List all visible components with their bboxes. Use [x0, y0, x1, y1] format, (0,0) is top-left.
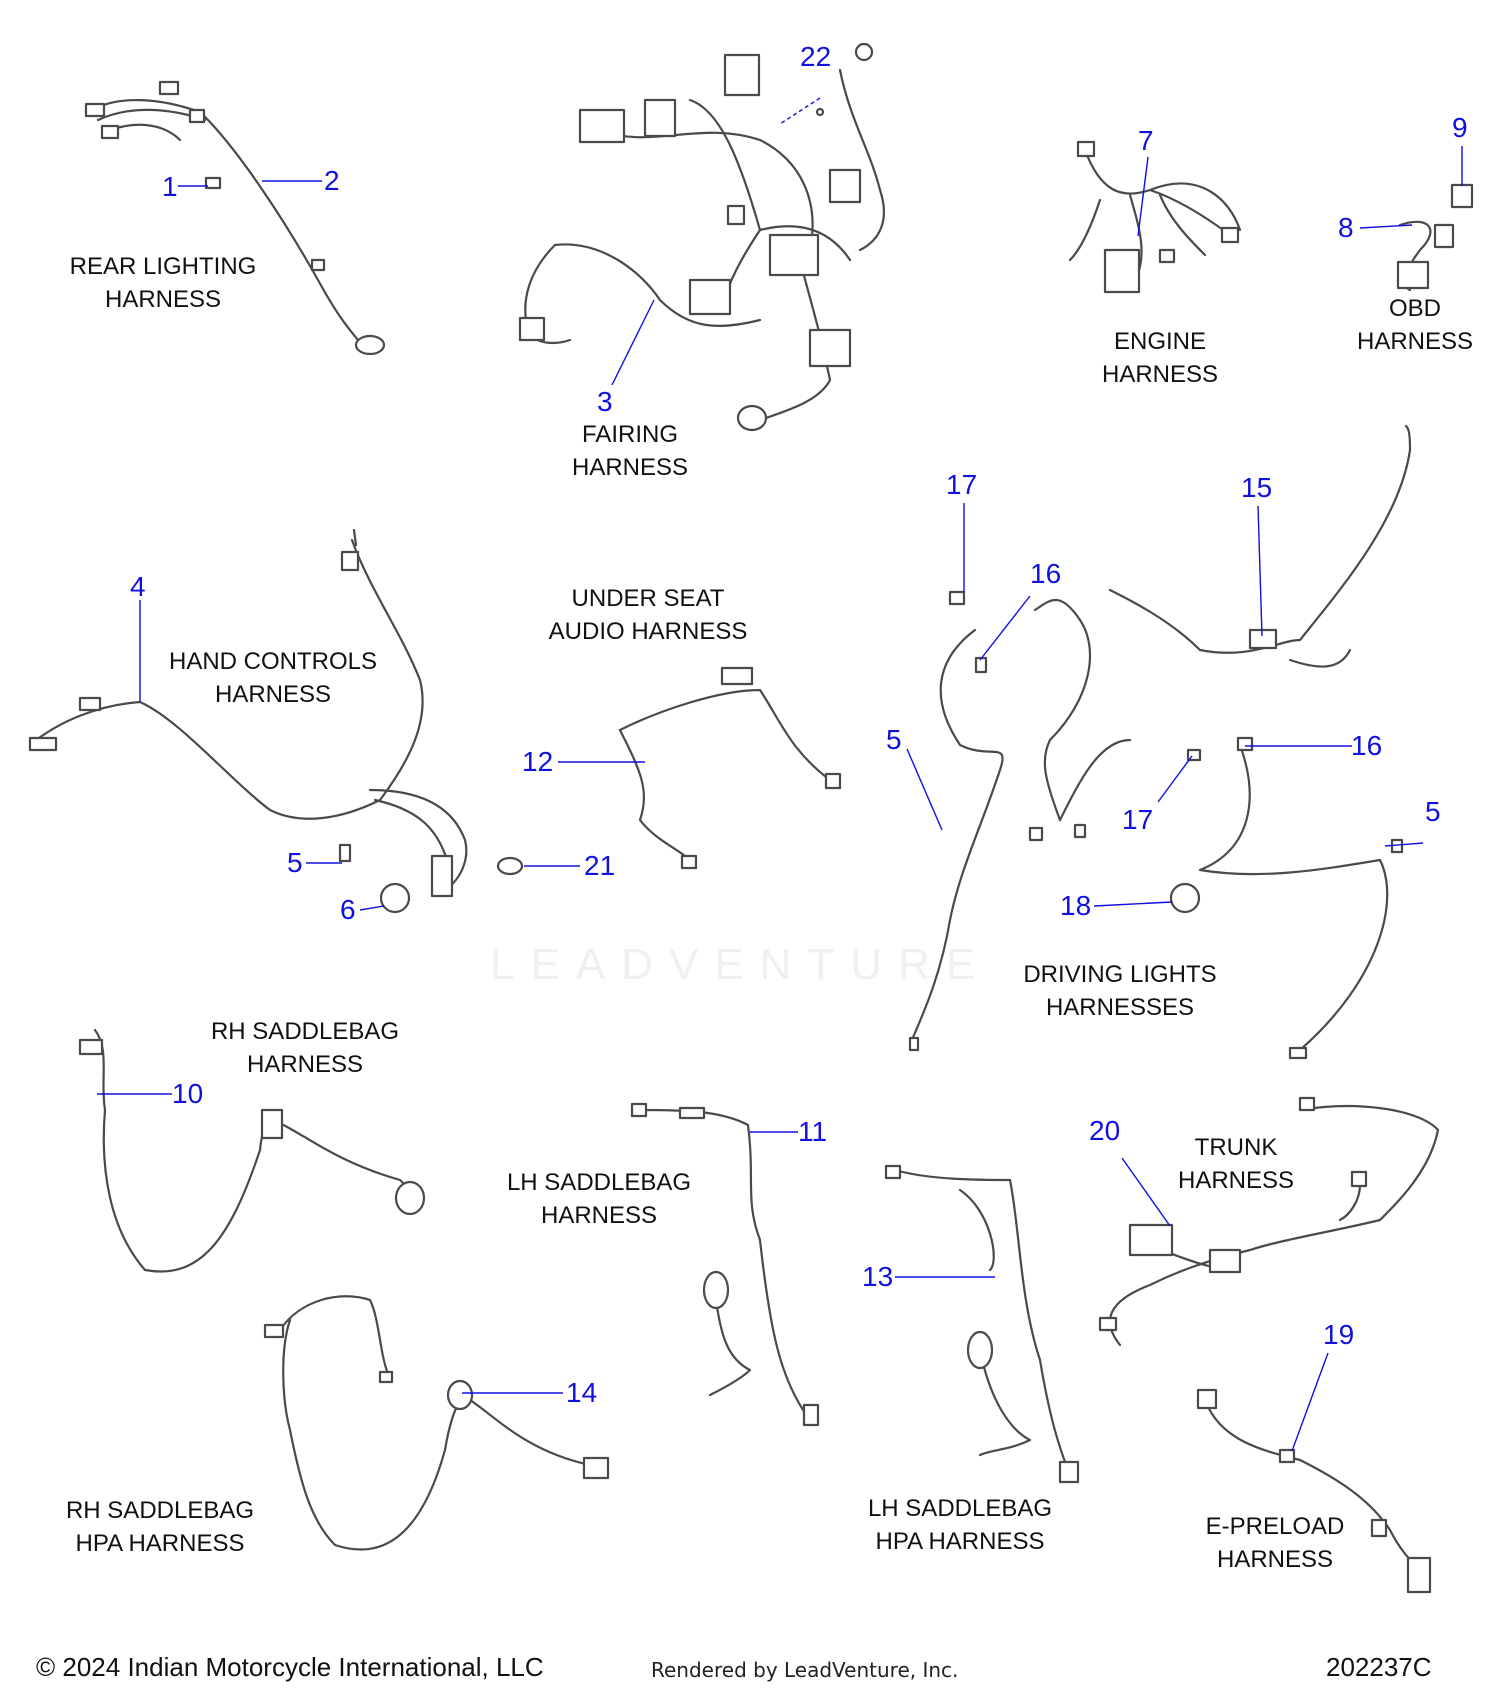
group-label-line: OBD — [1388, 295, 1441, 322]
copyright-text: © 2024 Indian Motorcycle International, LLC — [36, 1652, 544, 1682]
rh-saddlebag-hpa-harness-art — [265, 1296, 608, 1549]
hand-controls-harness-art — [30, 530, 522, 912]
group-label-engine — [1090, 325, 1230, 391]
callout-7[interactable]: 7 — [1138, 125, 1154, 156]
group-label-rear-lighting — [58, 250, 268, 316]
callout-22[interactable]: 22 — [800, 41, 832, 72]
group-label-line: FAIRING — [581, 421, 678, 448]
group-label-line: HPA HARNESS — [75, 1530, 245, 1557]
group-label-line: HARNESS — [571, 454, 689, 481]
group-label-line: HARNESS — [1177, 1167, 1295, 1194]
group-label-line: HARNESS — [1216, 1546, 1334, 1573]
group-label-line: HARNESS — [1356, 328, 1474, 355]
callout-9[interactable]: 9 — [1452, 112, 1468, 143]
group-label-under-seat-audio — [538, 582, 758, 648]
group-label-obd — [1345, 292, 1485, 358]
group-label-line: REAR LIGHTING — [69, 253, 257, 280]
fairing-harness-art — [520, 41, 884, 430]
callout-13[interactable]: 13 — [862, 1261, 894, 1292]
group-label-lh-saddlebag-hpa — [855, 1492, 1065, 1558]
callout-17-upper[interactable]: 17 — [946, 469, 978, 500]
group-label-line: TRUNK — [1194, 1134, 1278, 1161]
lh-saddlebag-harness-art — [632, 1104, 818, 1425]
callout-3[interactable]: 3 — [597, 386, 613, 417]
group-label-line: RH SADDLEBAG — [65, 1497, 255, 1524]
group-label-line: DRIVING LIGHTS — [1023, 961, 1217, 988]
callout-5-driving-right[interactable]: 5 — [1425, 796, 1441, 827]
callout-12[interactable]: 12 — [522, 746, 554, 777]
group-label-line: AUDIO HARNESS — [548, 618, 748, 645]
group-label-lh-saddlebag — [494, 1166, 704, 1232]
group-label-line: HAND CONTROLS — [168, 648, 378, 675]
callout-10[interactable]: 10 — [172, 1078, 204, 1109]
group-label-hand-controls — [158, 645, 388, 711]
watermark: LEADVENTURE — [490, 940, 992, 989]
group-label-line: HARNESS — [1101, 361, 1219, 388]
group-label-e-preload — [1190, 1510, 1360, 1576]
callout-2[interactable]: 2 — [324, 165, 340, 196]
callout-14[interactable]: 14 — [566, 1377, 598, 1408]
group-label-line: UNDER SEAT — [571, 585, 725, 612]
callout-16-lower[interactable]: 16 — [1351, 730, 1383, 761]
callout-15[interactable]: 15 — [1241, 472, 1273, 503]
group-label-rh-saddlebag-hpa — [55, 1494, 265, 1560]
callout-11[interactable]: 11 — [798, 1116, 828, 1147]
under-seat-audio-harness-art — [620, 668, 840, 868]
group-label-line: HARNESS — [214, 681, 332, 708]
group-label-line: ENGINE — [1113, 328, 1206, 355]
callout-19[interactable]: 19 — [1323, 1319, 1355, 1350]
callout-5-hand-controls[interactable]: 5 — [287, 847, 303, 878]
group-label-line: RH SADDLEBAG — [210, 1018, 400, 1045]
group-label-line: LH SADDLEBAG — [867, 1495, 1053, 1522]
group-label-line: HARNESS — [540, 1202, 658, 1229]
group-label-line: E-PRELOAD — [1205, 1513, 1345, 1540]
lh-saddlebag-hpa-harness-art — [886, 1166, 1078, 1482]
group-label-line: HARNESS — [104, 286, 222, 313]
group-label-driving-lights — [1010, 958, 1230, 1024]
obd-harness-art — [1398, 185, 1472, 290]
engine-harness-art — [1070, 142, 1240, 292]
group-label-rh-saddlebag — [200, 1015, 410, 1081]
callout-17-lower[interactable]: 17 — [1122, 804, 1154, 835]
callout-8[interactable]: 8 — [1338, 212, 1354, 243]
group-label-line: HARNESSES — [1045, 994, 1195, 1021]
callout-4[interactable]: 4 — [130, 571, 146, 602]
group-label-line: LH SADDLEBAG — [506, 1169, 692, 1196]
group-label-line: HPA HARNESS — [875, 1528, 1045, 1555]
rendered-by-text: Rendered by LeadVenture, Inc. — [651, 1658, 959, 1682]
callout-20[interactable]: 20 — [1089, 1115, 1121, 1146]
group-label-trunk — [1166, 1131, 1306, 1197]
group-label-line: HARNESS — [246, 1051, 364, 1078]
callout-5-driving-left[interactable]: 5 — [886, 724, 902, 755]
diagram-id: 202237C — [1326, 1652, 1432, 1682]
callout-1[interactable]: 1 — [162, 171, 178, 202]
callout-21[interactable]: 21 — [584, 850, 616, 881]
callout-16-upper[interactable]: 16 — [1030, 558, 1062, 589]
callout-18[interactable]: 18 — [1060, 890, 1092, 921]
group-label-fairing — [560, 418, 700, 484]
callout-6[interactable]: 6 — [340, 894, 356, 925]
